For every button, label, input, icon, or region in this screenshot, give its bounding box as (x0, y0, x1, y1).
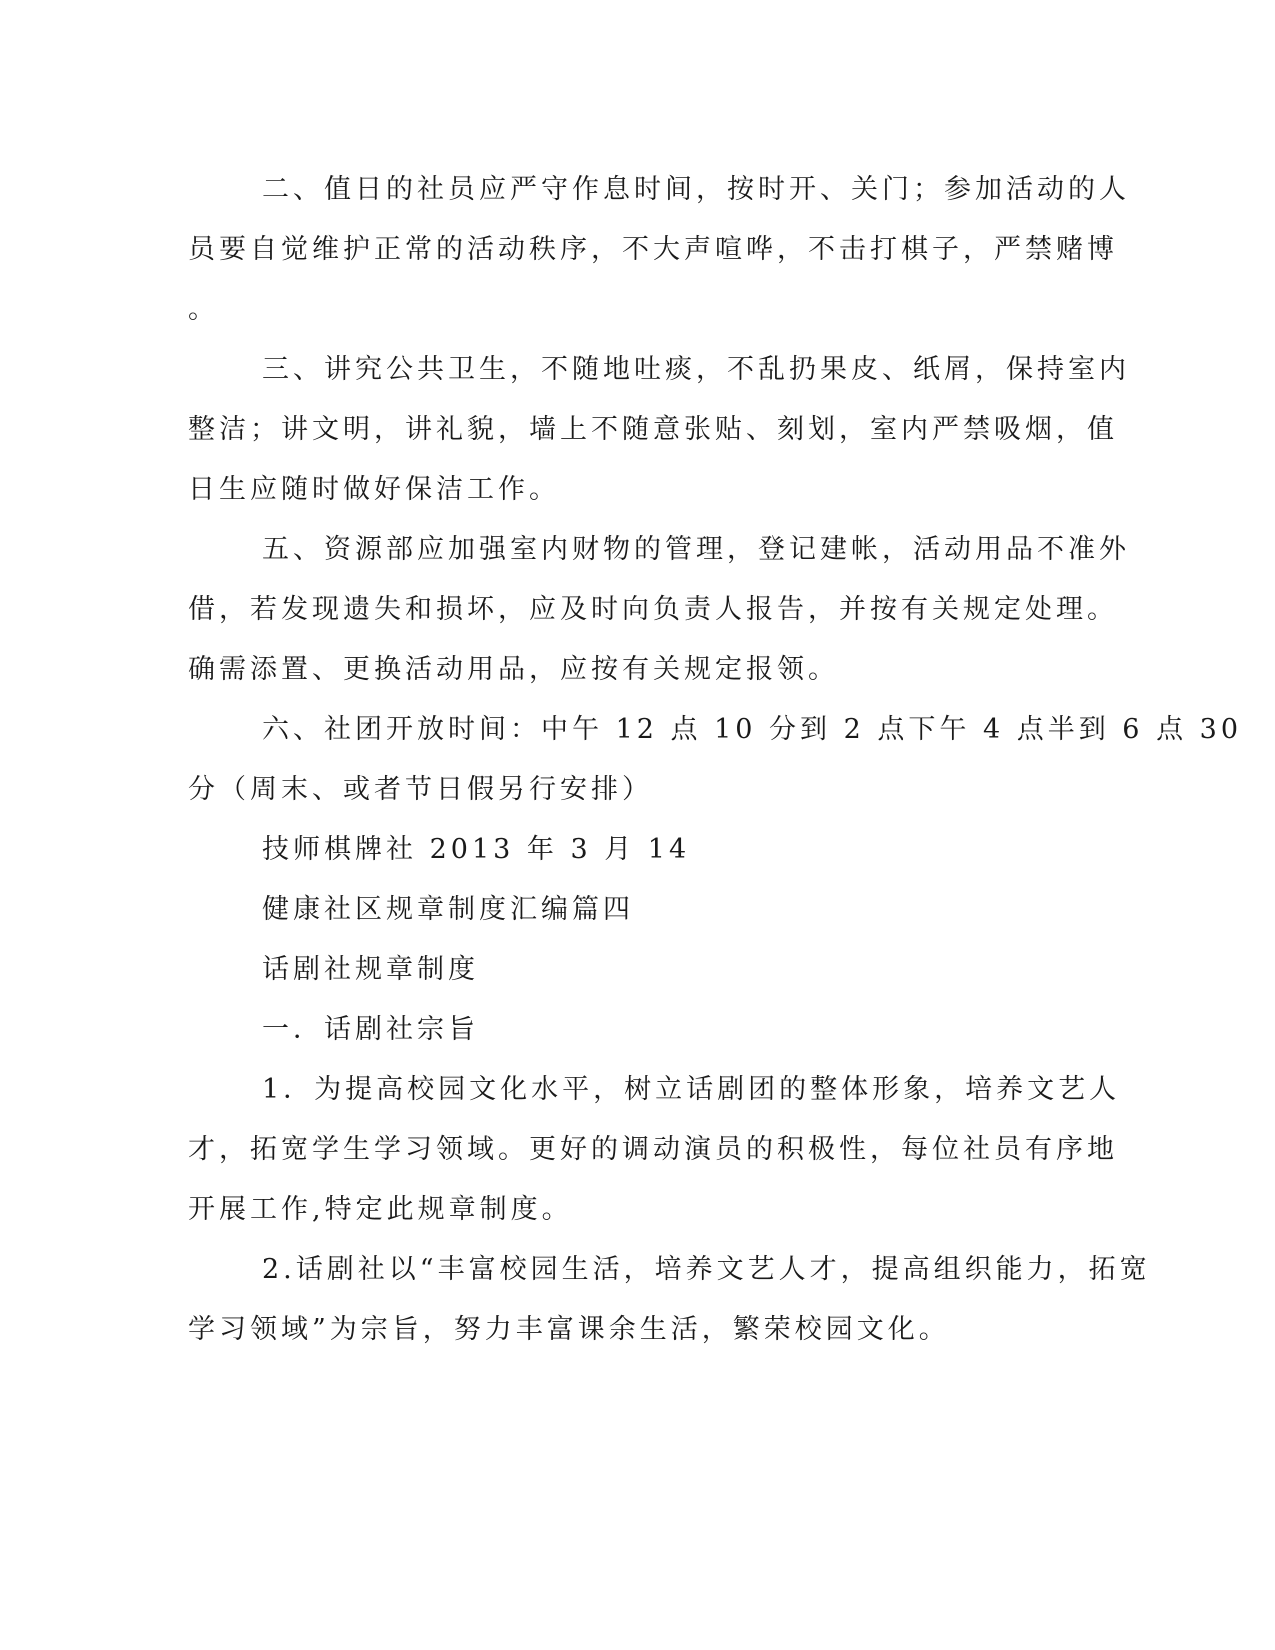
text-line: 五、资源部应加强室内财物的管理，登记建帐，活动用品不准外 (262, 534, 1130, 565)
paragraph-rule-6 (188, 700, 1243, 820)
document-title (188, 940, 1078, 1000)
text-line: 一．话剧社宗旨 (262, 1014, 479, 1045)
text-line: 日生应随时做好保洁工作。 (188, 474, 560, 505)
text-line: 分（周末、或者节日假另行安排） (188, 774, 653, 805)
document-body (188, 160, 1243, 1360)
text-line: 才，拓宽学生学习领域。更好的调动演员的积极性，每位社员有序地 (188, 1134, 1118, 1165)
text-line: 员要自觉维护正常的活动秩序，不大声喧哗，不击打棋子，严禁赌博 (188, 234, 1118, 265)
paragraph-item-1 (188, 1060, 1121, 1240)
text-line: 确需添置、更换活动用品，应按有关规定报领。 (188, 654, 839, 685)
section-title (188, 880, 1078, 940)
text-line: 2.话剧社以“丰富校园生活，培养文艺人才，提高组织能力，拓宽 (262, 1254, 1151, 1285)
text-line: 六、社团开放时间：中午 12 点 10 分到 2 点下午 4 点半到 6 点 30 (262, 714, 1243, 745)
text-line: 二、值日的社员应严守作息时间，按时开、关门；参加活动的人 (262, 174, 1130, 205)
text-line: 话剧社规章制度 (262, 954, 479, 985)
text-line: 。 (188, 294, 219, 325)
text-line: 三、讲究公共卫生，不随地吐痰，不乱扔果皮、纸屑，保持室内 (262, 354, 1130, 385)
paragraph-item-2 (188, 1240, 1151, 1360)
signature-line (188, 820, 1078, 880)
heading-purpose (188, 1000, 1078, 1060)
text-line: 开展工作,特定此规章制度。 (188, 1194, 573, 1225)
paragraph-rule-2 (188, 160, 1130, 340)
paragraph-rule-5 (188, 520, 1130, 700)
text-line: 学习领域”为宗旨，努力丰富课余生活，繁荣校园文化。 (188, 1314, 950, 1345)
paragraph-rule-3 (188, 340, 1130, 520)
text-line: 健康社区规章制度汇编篇四 (262, 894, 634, 925)
text-line: 借，若发现遗失和损坏，应及时向负责人报告，并按有关规定处理。 (188, 594, 1118, 625)
text-line: 1．为提高校园文化水平，树立话剧团的整体形象，培养文艺人 (262, 1074, 1121, 1105)
text-line: 整洁；讲文明，讲礼貌，墙上不随意张贴、刻划，室内严禁吸烟，值 (188, 414, 1118, 445)
text-line: 技师棋牌社 2013 年 3 月 14 (262, 834, 691, 865)
